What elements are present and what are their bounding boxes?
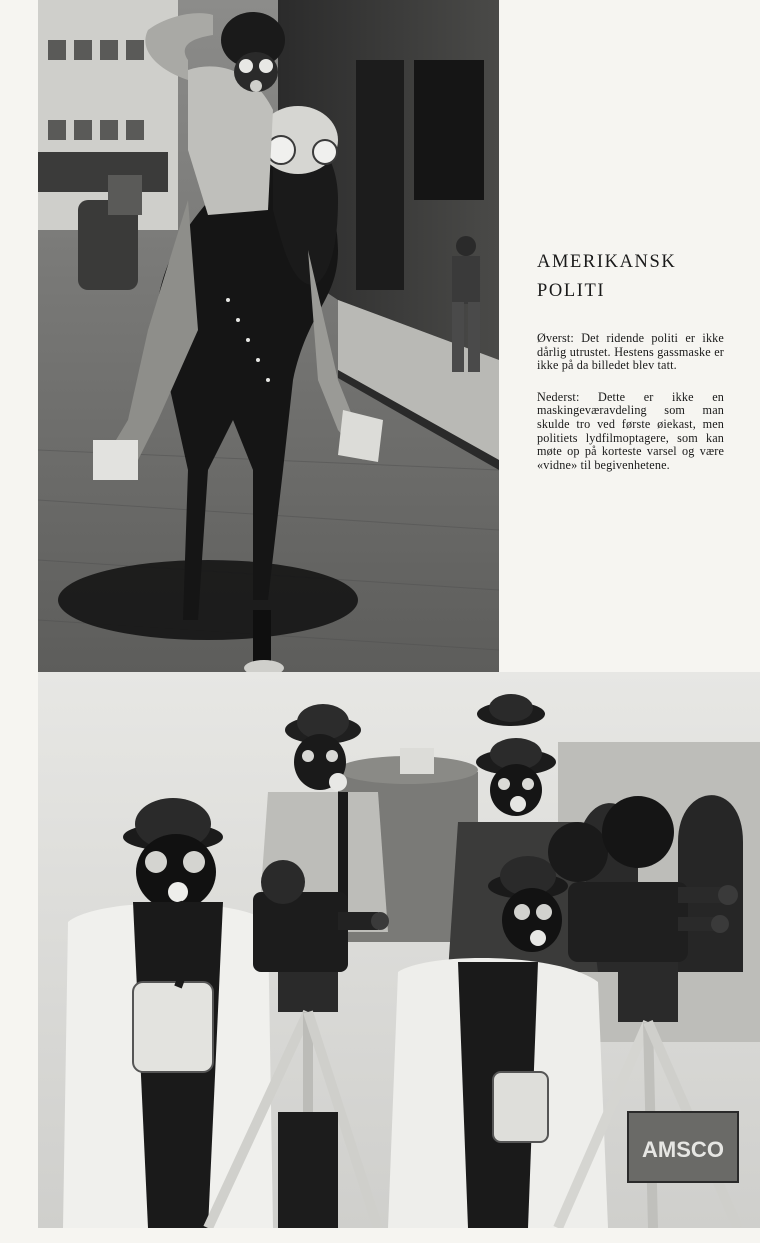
photo-sound-film-crew-image — [38, 672, 760, 1228]
article-caption — [537, 248, 724, 490]
photo-mounted-police — [38, 0, 499, 672]
heading-line-1: AMERIKANSK — [537, 252, 677, 272]
photo-mounted-police-image — [38, 0, 499, 672]
article-heading — [537, 248, 724, 306]
heading-line-2: POLITI — [537, 281, 606, 301]
caption-top-paragraph: Øverst: Det ridende politi er ikke dårlig utrustet. Hestens gassmaske er ikke på da billedet blev tatt. — [537, 331, 724, 373]
equipment-case-lettering: AMSCO — [642, 1137, 724, 1162]
caption-bottom-paragraph: Nederst: Dette er ikke en maskingeværavdeling som man skulde tro ved første øiekast, men politiets lydfilmoptagere, som kan møte op på korteste varsel og være «vidne» til begivenhetene. — [537, 389, 724, 472]
equipment-case — [628, 1112, 738, 1182]
photo-sound-film-crew — [38, 672, 760, 1228]
